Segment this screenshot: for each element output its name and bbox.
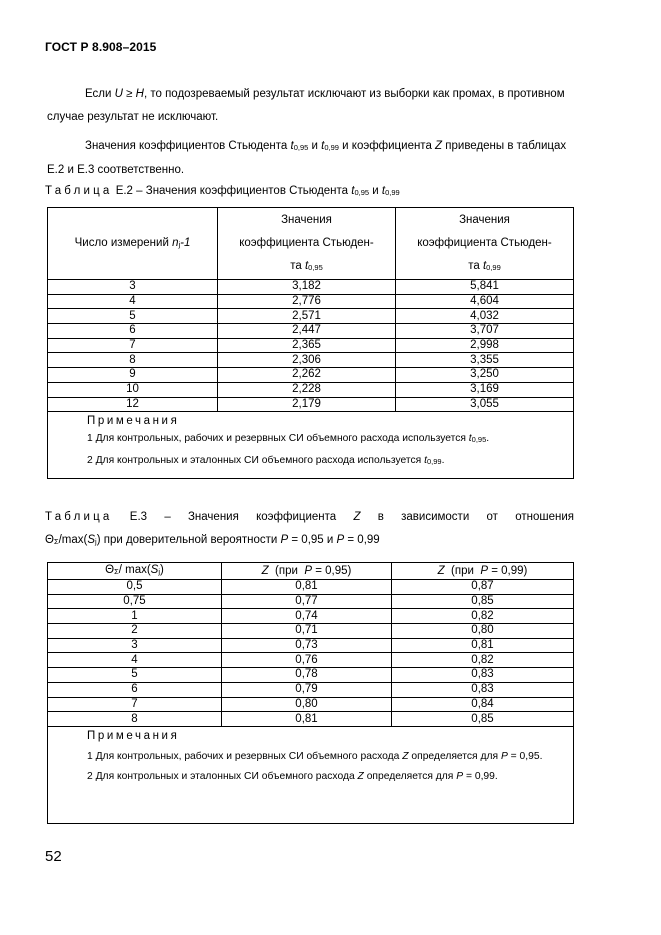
table-e3-row — [48, 697, 574, 712]
table-e2-row-cell: 4 — [48, 294, 218, 309]
table-e2-notes — [48, 412, 574, 479]
table-e3-row-cell: 0,82 — [392, 653, 574, 668]
table-e3-row-cell: 3 — [48, 638, 222, 653]
table-e3-row-cell: 0,85 — [392, 712, 574, 727]
table-e3-row-cell: 0,82 — [392, 609, 574, 624]
page-number: 52 — [45, 848, 62, 865]
table-e2-row-cell: 2,776 — [218, 294, 396, 309]
table-e3-caption-line-2: $\Theta_\Sigma/\max(S_j)$ при доверительной вероятности P = 0,95 и P = 0,99 — [45, 534, 380, 546]
table-e2-row-cell: 3,055 — [396, 397, 574, 412]
table-e3-row-cell: 0,74 — [222, 609, 392, 624]
table-e2-note-1: 1 Для контрольных, рабочих и резервных СИ объемного расхода используется $t_{0,95}$. — [87, 433, 490, 445]
table-e2-row — [48, 368, 574, 383]
table-e3-row-cell: 0,85 — [392, 594, 574, 609]
table-e2-row-cell: 2,262 — [218, 368, 396, 383]
table-e3-row-cell: 0,77 — [222, 594, 392, 609]
table-e3-row-cell: 0,84 — [392, 697, 574, 712]
table-e3-row-cell: 0,81 — [222, 580, 392, 595]
table-e2-row-cell: 6 — [48, 324, 218, 339]
table-e3 — [47, 562, 574, 824]
table-e3-note-2: 2 Для контрольных и эталонных СИ объемного расхода Z определяется для P = 0,99. — [87, 770, 498, 782]
table-e3-row — [48, 712, 574, 727]
table-e3-row — [48, 594, 574, 609]
table-e3-row-cell: 1 — [48, 609, 222, 624]
table-e3-row-cell: 0,78 — [222, 668, 392, 683]
table-e2-row-cell: 3,169 — [396, 382, 574, 397]
table-e3-row-cell: 0,5 — [48, 580, 222, 595]
table-e2-notes-row — [48, 412, 574, 479]
table-e3-row-cell: 0,81 — [392, 638, 574, 653]
table-e2-row-cell: 2,447 — [218, 324, 396, 339]
table-e2-row-cell: 4,604 — [396, 294, 574, 309]
table-e3-row-cell: 0,87 — [392, 580, 574, 595]
table-e2-row-cell: 2,306 — [218, 353, 396, 368]
table-e3-row-cell: 0,80 — [392, 624, 574, 639]
table-e3-header-z099: Z (при P = 0,99) — [392, 563, 574, 580]
table-e2-row — [48, 397, 574, 412]
table-e3-row-cell: 2 — [48, 624, 222, 639]
table-e3-row — [48, 580, 574, 595]
table-e2-row-cell: 2,179 — [218, 397, 396, 412]
table-e3-row-cell: 8 — [48, 712, 222, 727]
table-e3-caption-line-1: Таблица Е.3 – Значения коэффициента Z в зависимости от отношения — [45, 511, 574, 523]
table-e3-header-ratio: $\Theta_\Sigma/$ $\max(S_j)$ — [48, 563, 222, 580]
table-e2-header-t099: Значения коэффициента Стьюден- та $t_{0,99}$ — [396, 208, 574, 280]
table-e3-notes — [48, 726, 574, 823]
table-e2-row-cell: 5 — [48, 309, 218, 324]
table-e3-row-cell: 4 — [48, 653, 222, 668]
table-e2-row-cell: 5,841 — [396, 280, 574, 295]
table-e2-row — [48, 382, 574, 397]
table-e2-row-cell: 2,228 — [218, 382, 396, 397]
table-e2-row — [48, 294, 574, 309]
table-e2-row-cell: 4,032 — [396, 309, 574, 324]
table-e2-header-t095: Значения коэффициента Стьюден- та $t_{0,95}$ — [218, 208, 396, 280]
table-e3-row-cell: 0,83 — [392, 682, 574, 697]
table-e2-caption: Таблица Е.2 – Значения коэффициентов Стьюдента $t_{0,95}$ и $t_{0,99}$ — [45, 185, 400, 197]
table-e3-row-cell: 0,79 — [222, 682, 392, 697]
table-e2-notes-title: Примечания — [87, 415, 180, 428]
table-e2-row-cell: 2,571 — [218, 309, 396, 324]
table-e3-row-cell: 0,73 — [222, 638, 392, 653]
table-e3-row-cell: 0,80 — [222, 697, 392, 712]
table-e2-note-2: 2 Для контрольных и эталонных СИ объемного расхода используется $t_{0,99}$. — [87, 455, 445, 467]
table-e3-row-cell: 5 — [48, 668, 222, 683]
table-e3-row — [48, 609, 574, 624]
table-e3-notes-title: Примечания — [87, 729, 180, 742]
table-e3-row-cell: 7 — [48, 697, 222, 712]
table-e2-row-cell: 3,355 — [396, 353, 574, 368]
table-e3-row — [48, 638, 574, 653]
table-e2-row-cell: 3,250 — [396, 368, 574, 383]
table-e3-row — [48, 682, 574, 697]
table-e3-row-cell: 6 — [48, 682, 222, 697]
table-e3-note-1: 1 Для контрольных, рабочих и резервных СИ объемного расхода Z определяется для P = 0,95. — [87, 750, 543, 762]
table-e2-row-cell: 2,365 — [218, 338, 396, 353]
table-e2-row — [48, 338, 574, 353]
paragraph-coefficients: Значения коэффициентов Стьюдента $t_{0,95}$ и $t_{0,99}$ и коэффициента Z приведены в таблицах Е.2 и Е.3 соответственно. — [47, 140, 567, 176]
table-e3-row-cell: 0,81 — [222, 712, 392, 727]
table-e2-header-row — [48, 208, 574, 280]
table-e3-row-cell: 0,75 — [48, 594, 222, 609]
table-e3-header-z095: Z (при P = 0,95) — [222, 563, 392, 580]
table-e2-row — [48, 353, 574, 368]
table-e2-header-measurements: Число измерений $n_j-1$ — [48, 208, 218, 280]
table-e2-row-cell: 2,998 — [396, 338, 574, 353]
table-e2 — [47, 207, 574, 479]
table-e3-notes-row — [48, 726, 574, 823]
table-e2-row-cell: 10 — [48, 382, 218, 397]
table-e2-row-cell: 3,707 — [396, 324, 574, 339]
table-e3-row-cell: 0,83 — [392, 668, 574, 683]
paragraph-outlier-rule: Если U ≥ H, то подозреваемый результат исключают из выборки как промах, в противном случае результат не исключают. — [47, 88, 565, 123]
table-e3-row-cell: 0,76 — [222, 653, 392, 668]
table-e2-row — [48, 280, 574, 295]
table-e3-row — [48, 668, 574, 683]
table-e2-row-cell: 3,182 — [218, 280, 396, 295]
table-e2-row — [48, 324, 574, 339]
table-e3-row-cell: 0,71 — [222, 624, 392, 639]
table-e3-row — [48, 653, 574, 668]
table-e3-row — [48, 624, 574, 639]
table-e2-row-cell: 8 — [48, 353, 218, 368]
table-e2-row-cell: 3 — [48, 280, 218, 295]
document-header: ГОСТ Р 8.908–2015 — [45, 40, 157, 54]
table-e3-header-row — [48, 563, 574, 580]
table-e2-row-cell: 7 — [48, 338, 218, 353]
table-e2-row-cell: 12 — [48, 397, 218, 412]
table-e2-row — [48, 309, 574, 324]
table-e2-row-cell: 9 — [48, 368, 218, 383]
